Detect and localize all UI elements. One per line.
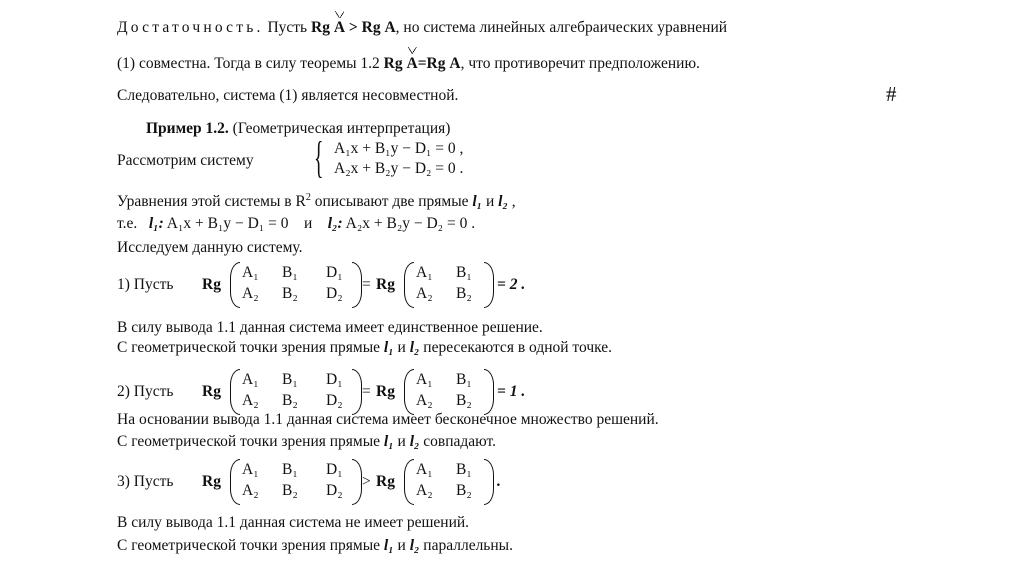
rank-relation: =	[362, 383, 371, 400]
geometry-text: С геометрической точки зрения прямые	[117, 537, 384, 554]
rank-result: = 2 .	[497, 276, 526, 293]
paren-right	[484, 369, 494, 415]
paren-left	[404, 262, 414, 308]
case-label: 1) Пусть	[117, 276, 174, 293]
paren-left	[230, 459, 240, 505]
case-geometry	[117, 338, 612, 358]
matrix-cell: B₁	[456, 264, 472, 281]
lines-description: Уравнения этой системы в $R^2$ описывают две прямые l₁ и l₂ ,	[117, 192, 516, 211]
paren-right	[352, 369, 362, 415]
paren-right	[484, 262, 494, 308]
matrix-cell: B₂	[456, 285, 472, 302]
matrix-cell: B₁	[282, 371, 298, 388]
coefficient-matrix	[404, 262, 494, 308]
and-text: и	[393, 433, 410, 450]
rank-result: .	[497, 473, 501, 490]
augmented-matrix	[230, 459, 362, 505]
case-label: 3) Пусть	[117, 473, 174, 490]
geometry-result: параллельны.	[419, 537, 513, 554]
matrix-cell: A₁	[416, 264, 433, 281]
sufficiency-line-3: Следовательно, система (1) является несовместной.	[117, 87, 459, 104]
rank-label: Rg	[202, 276, 221, 293]
and-text: и	[393, 537, 410, 554]
matrix-cell: D₂	[326, 285, 343, 302]
matrix-cell: A₁	[242, 371, 259, 388]
paren-right	[484, 459, 494, 505]
geometry-text: С геометрической точки зрения прямые	[117, 339, 384, 356]
case-geometry	[117, 536, 513, 556]
rank-relation: =	[362, 276, 371, 293]
geometry-result: совпадают.	[419, 433, 497, 450]
matrix-cell: A₂	[242, 392, 259, 409]
matrix-cell: D₂	[326, 482, 343, 499]
line-l1: l₁	[383, 339, 394, 356]
matrix-cell: A₂	[242, 285, 259, 302]
matrix-cell: A₂	[416, 482, 433, 499]
end-of-proof-mark: #	[886, 82, 897, 106]
and-text: и	[393, 339, 410, 356]
case-geometry	[117, 432, 496, 452]
matrix-cell: A₂	[416, 392, 433, 409]
space-symbol: $R^2$	[295, 192, 311, 211]
line-l2: l₂	[409, 339, 420, 356]
case-conclusion: В силу вывода 1.1 данная система имеет единственное решение.	[117, 319, 543, 336]
paren-left	[230, 262, 240, 308]
system-brace: {	[314, 133, 324, 182]
example-subtitle: (Геометрическая интерпретация)	[232, 120, 451, 137]
augmented-matrix	[230, 262, 362, 308]
matrix-cell: A₁	[416, 371, 433, 388]
sufficiency-line-1: Достаточность. Пусть Rg A > Rg A, но система линейных алгебраических уравнений	[117, 19, 728, 36]
line-l2: l₂	[409, 433, 420, 450]
matrix-cell: D₁	[326, 371, 343, 388]
matrix-cell: B₁	[282, 264, 298, 281]
matrix-cell: B₂	[282, 392, 298, 409]
coefficient-matrix	[404, 369, 494, 415]
line-l1: l₁	[383, 537, 394, 554]
geometry-text: С геометрической точки зрения прямые	[117, 433, 384, 450]
example-title: Пример 1.2.	[146, 120, 229, 137]
case-conclusion: В силу вывода 1.1 данная система не имеет решений.	[117, 514, 470, 531]
case-label: 2) Пусть	[117, 383, 174, 400]
matrix-cell: D₁	[326, 264, 343, 281]
matrix-cell: D₁	[326, 461, 343, 478]
system-equation-2: A₂x + B₂y − D₂ = 0 .	[334, 160, 464, 177]
geometry-result: пересекаются в одной точке.	[419, 339, 613, 356]
rank-result: = 1 .	[497, 383, 526, 400]
paren-left	[404, 369, 414, 415]
matrix-cell: A₁	[242, 264, 259, 281]
matrix-cell: D₂	[326, 392, 343, 409]
matrix-cell: B₂	[282, 285, 298, 302]
rank-label: Rg	[376, 473, 395, 490]
line-l1: l₁	[383, 433, 394, 450]
matrix-cell: B₁	[456, 461, 472, 478]
paren-left	[230, 369, 240, 415]
matrix-cell: B₁	[282, 461, 298, 478]
example-title-line	[146, 119, 450, 139]
matrix-cell: A₁	[416, 461, 433, 478]
coefficient-matrix	[404, 459, 494, 505]
lines-equations: т.е. l₁: A₁x + B₁y − D₁ = 0 и l₂: A₂x + B₂y − D₂ = 0 .	[117, 215, 476, 232]
rank-label: Rg	[376, 383, 395, 400]
rank-relation: >	[362, 473, 371, 490]
matrix-cell: B₂	[282, 482, 298, 499]
matrix-cell: B₂	[456, 482, 472, 499]
rank-label: Rg	[376, 276, 395, 293]
a-hat: A	[333, 19, 346, 36]
consider-system-label: Рассмотрим систему	[117, 152, 254, 169]
matrix-cell: B₂	[456, 392, 472, 409]
a-hat: A	[406, 55, 418, 72]
matrix-cell: A₁	[242, 461, 259, 478]
paren-right	[352, 459, 362, 505]
rank-label: Rg	[202, 473, 221, 490]
rank-label: Rg	[202, 383, 221, 400]
sufficiency-line-2: (1) совместна. Тогда в силу теоремы 1.2 Rg A=Rg A, что противоречит предположению.	[117, 55, 700, 72]
paren-left	[404, 459, 414, 505]
matrix-cell: B₁	[456, 371, 472, 388]
line-l2: l₂	[409, 537, 420, 554]
matrix-cell: A₂	[242, 482, 259, 499]
sufficiency-heading: Достаточность.	[117, 19, 264, 36]
matrix-cell: A₂	[416, 285, 433, 302]
paren-right	[352, 262, 362, 308]
system-equation-1: A₁x + B₁y − D₁ = 0 ,	[334, 140, 464, 157]
augmented-matrix	[230, 369, 362, 415]
investigate-line: Исследуем данную систему.	[117, 239, 303, 256]
case-conclusion: На основании вывода 1.1 данная система имеет бесконечное множество решений.	[117, 411, 659, 428]
